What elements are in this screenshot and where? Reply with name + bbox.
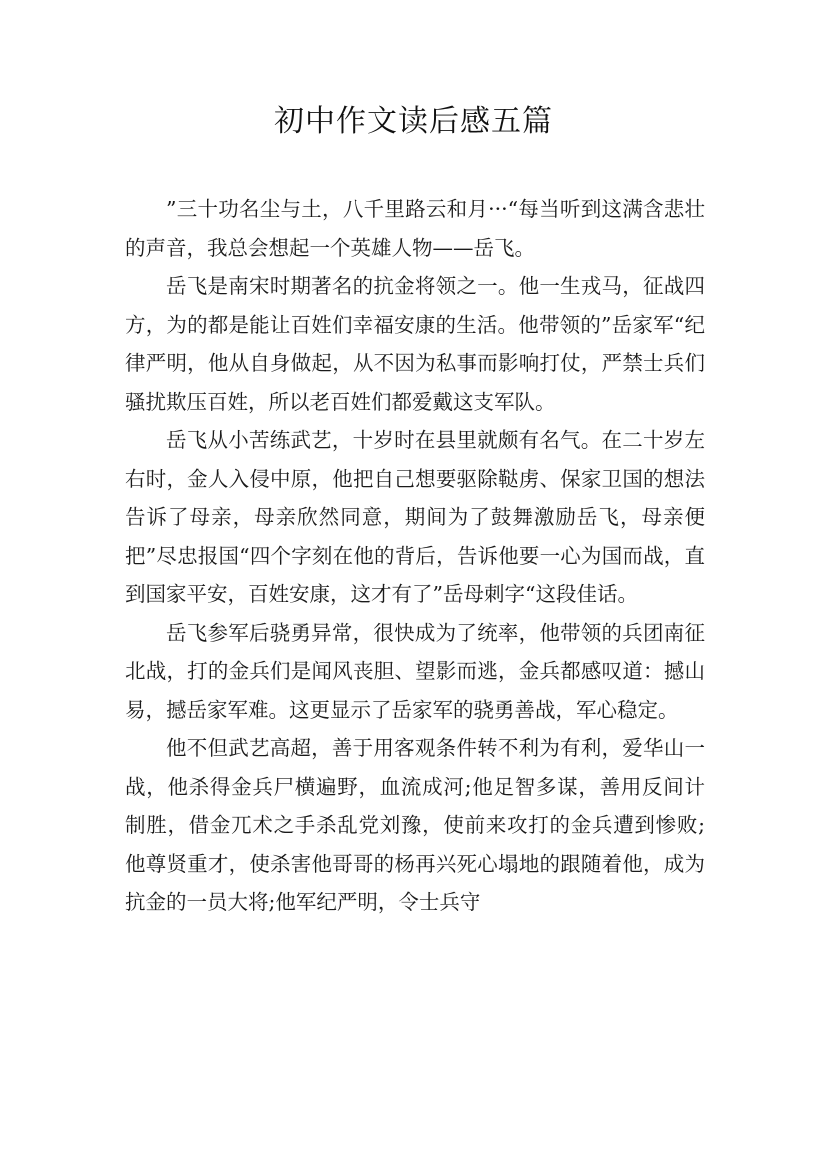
- paragraph: 他不但武艺高超，善于用客观条件转不利为有利，爱华山一战，他杀得金兵尸横遍野，血流成河;他足智多谋，善用反间计制胜，借金兀术之手杀乱党刘豫，使前来攻打的金兵遭到惨败;他尊贤重才，使杀害他哥哥的杨再兴死心塌地的跟随着他，成为抗金的一员大将;他军纪严明，令士兵守: [125, 736, 705, 914]
- paragraph: 岳飞从小苦练武艺，十岁时在县里就颇有名气。在二十岁左右时，金人入侵中原，他把自己想要驱除鞑虏、保家卫国的想法告诉了母亲，母亲欣然同意，期间为了鼓舞激励岳飞，母亲便把”尽忠报国“四个字刻在他的背后，告诉他要一心为国而战，直到国家平安，百姓安康，这才有了”岳母刺字“这段佳话。: [125, 428, 705, 606]
- document-body: [125, 190, 705, 922]
- document-title: 初中作文读后感五篇: [274, 104, 553, 139]
- paragraph: 岳飞参军后骁勇异常，很快成为了统率，他带领的兵团南征北战，打的金兵们是闻风丧胆、望影而逃，金兵都感叹道：撼山易，撼岳家军难。这更显示了岳家军的骁勇善战，军心稳定。: [125, 620, 705, 722]
- paragraph: 岳飞是南宋时期著名的抗金将领之一。他一生戎马，征战四方，为的都是能让百姓们幸福安康的生活。他带领的”岳家军“纪律严明，他从自身做起，从不因为私事而影响打仗，严禁士兵们骚扰欺压百姓，所以老百姓们都爱戴这支军队。: [125, 274, 705, 414]
- paragraph: ”三十功名尘与土，八千里路云和月···“每当听到这满含悲壮的声音，我总会想起一个英雄人物——岳飞。: [125, 197, 705, 260]
